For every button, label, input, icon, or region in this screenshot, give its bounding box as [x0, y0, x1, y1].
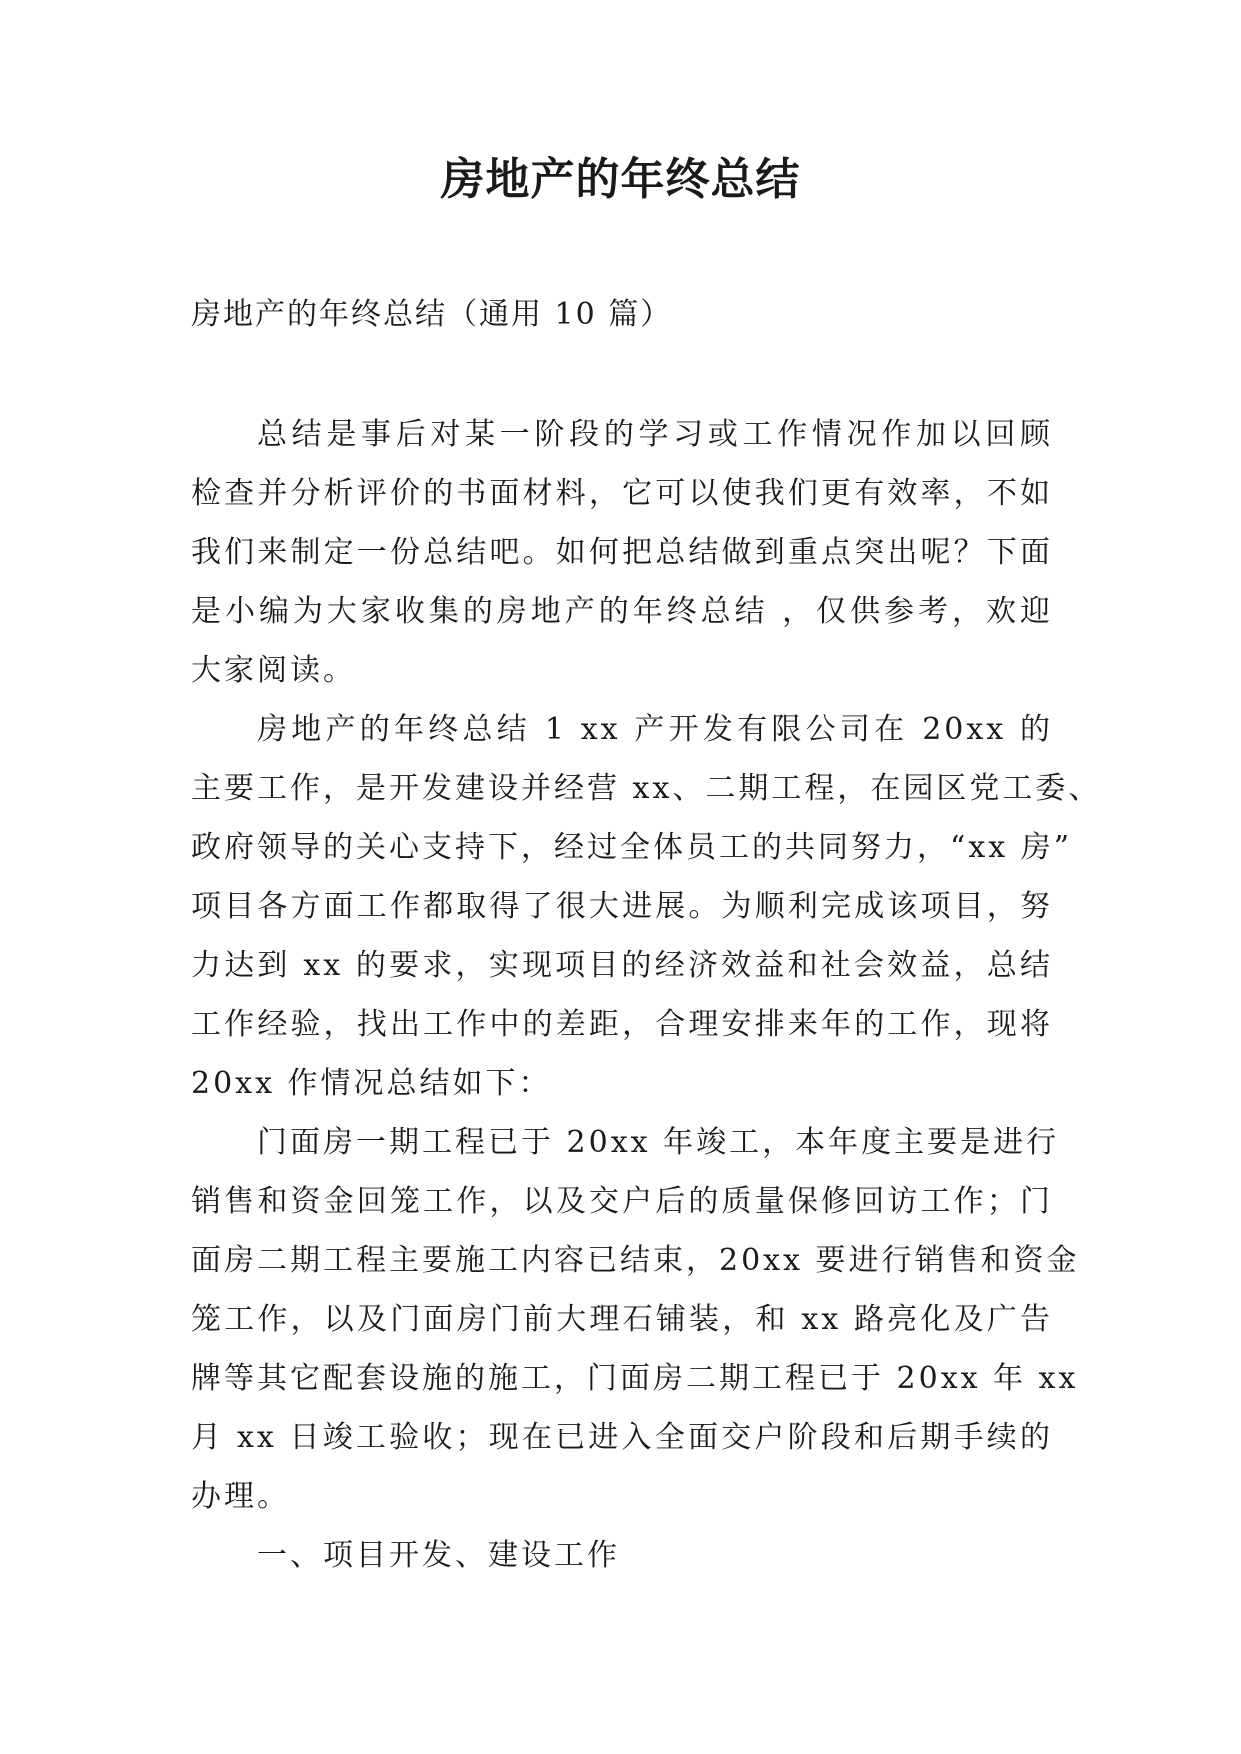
body-text-line: 检查并分析评价的书面材料，它可以使我们更有效率，不如 [191, 476, 1053, 511]
body-text-line: 面房二期工程主要施工内容已结束，20xx 要进行销售和资金 [191, 1243, 1080, 1278]
body-text-line: 是小编为大家收集的房地产的年终总结 ，仅供参考，欢迎 [191, 594, 1053, 629]
body-text-line: 销售和资金回笼工作，以及交户后的质量保修回访工作；门 [191, 1184, 1053, 1219]
body-text-line: 办理。 [191, 1479, 290, 1514]
document-body [191, 405, 1102, 1585]
body-text-line: 项目各方面工作都取得了很大进展。为顺利完成该项目，努 [191, 889, 1053, 924]
body-text-line: 我们来制定一份总结吧。如何把总结做到重点突出呢？下面 [191, 535, 1053, 570]
body-text-line: 工作经验，找出工作中的差距，合理安排来年的工作，现将 [191, 1007, 1053, 1042]
document-subtitle: 房地产的年终总结（通用 10 篇） [191, 297, 673, 332]
body-text-line: 房地产的年终总结 1 xx 产开发有限公司在 20xx 的 [257, 712, 1053, 747]
body-text-line: 主要工作，是开发建设并经营 xx、二期工程，在园区党工委、 [191, 771, 1102, 806]
body-text-line: 大家阅读。 [191, 653, 356, 688]
body-text-line: 一、项目开发、建设工作 [257, 1538, 620, 1573]
body-text-line: 门面房一期工程已于 20xx 年竣工，本年度主要是进行 [257, 1125, 1060, 1160]
document-title: 房地产的年终总结 [440, 154, 801, 205]
body-text-line: 笼工作，以及门面房门前大理石铺装，和 xx 路亮化及广告 [191, 1302, 1053, 1337]
body-text-line: 政府领导的关心支持下，经过全体员工的共同努力，“xx 房” [191, 830, 1073, 865]
body-text-line: 月 xx 日竣工验收；现在已进入全面交户阶段和后期手续的 [191, 1420, 1053, 1455]
body-text-line: 力达到 xx 的要求，实现项目的经济效益和社会效益，总结 [191, 948, 1053, 983]
body-text-line: 总结是事后对某一阶段的学习或工作情况作加以回顾 [257, 417, 1053, 452]
body-text-line: 20xx 作情况总结如下： [191, 1066, 552, 1101]
body-text-line: 牌等其它配套设施的施工，门面房二期工程已于 20xx 年 xx [191, 1361, 1079, 1396]
